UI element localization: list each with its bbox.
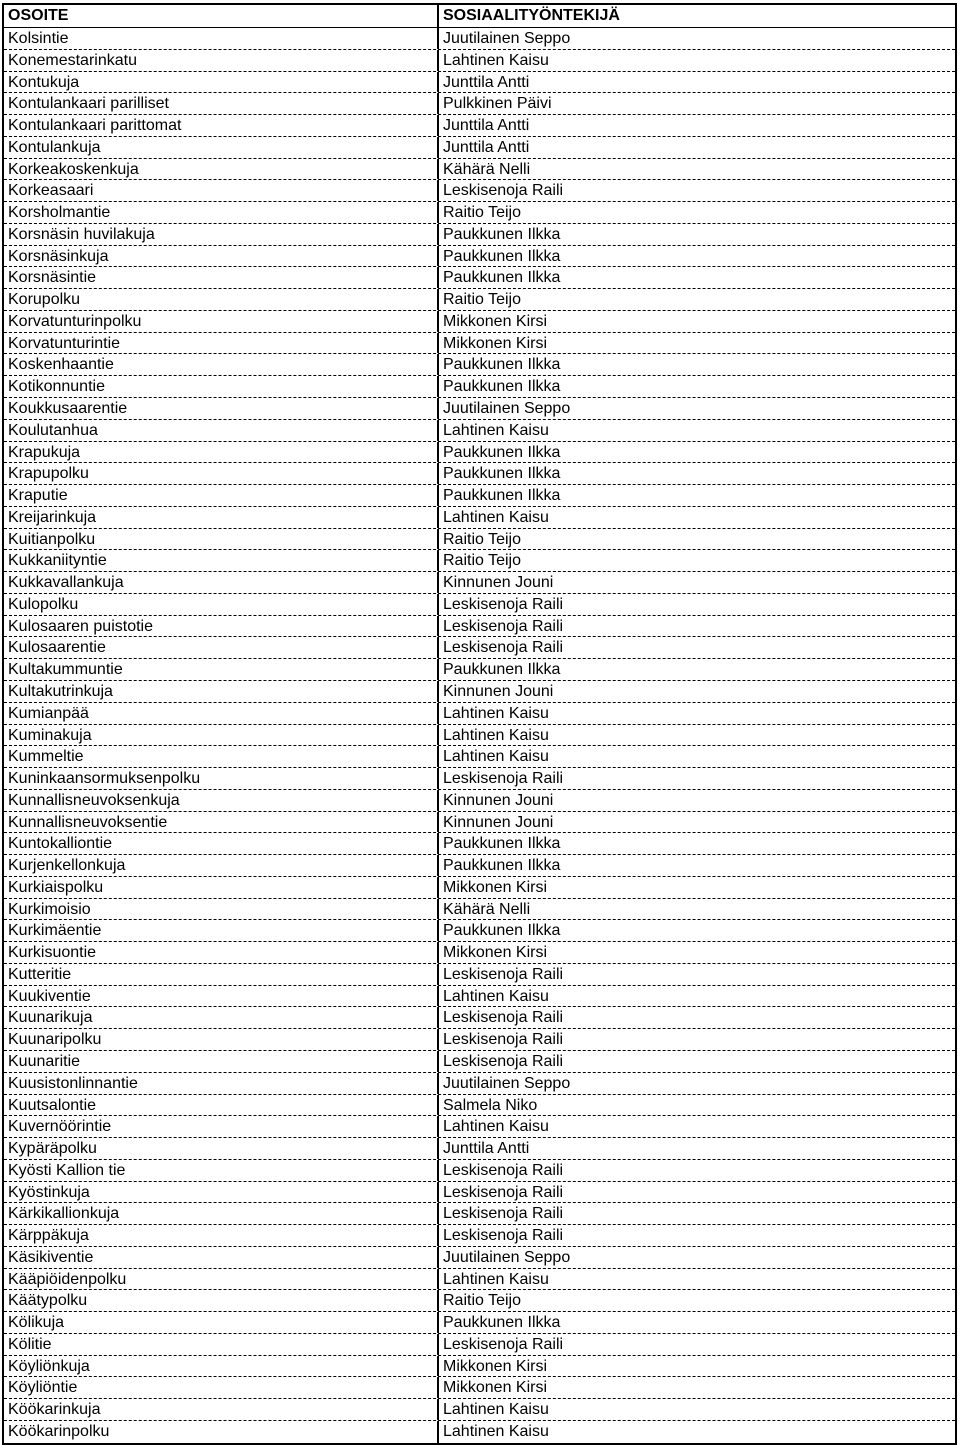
address-cell: Köökarinkuja — [4, 1399, 439, 1420]
worker-cell: Juutilainen Seppo — [443, 30, 571, 47]
address-cell: Kuitianpolku — [4, 529, 439, 550]
table-body — [4, 28, 955, 1443]
address-cell: Kontulankaari parilliset — [4, 93, 439, 114]
worker-cell: Junttila Antti — [443, 1140, 530, 1158]
worker-cell: Lahtinen Kaisu — [443, 508, 549, 526]
worker-cell: Lahtinen Kaisu — [443, 726, 549, 744]
worker-cell: Leskisenoja Raili — [443, 1335, 564, 1353]
address-cell: Kääpiöidenpolku — [4, 1269, 439, 1290]
address-column-header: OSOITE — [4, 5, 439, 27]
worker-cell: Paukkunen Ilkka — [443, 487, 561, 505]
address-cell: Kuminakuja — [4, 725, 439, 746]
address-cell: Kuunarikuja — [4, 1007, 439, 1028]
table-row — [4, 354, 955, 376]
address-cell: Kuninkaansormuksenpolku — [4, 768, 439, 789]
table-row — [4, 1095, 955, 1117]
worker-cell: Mikkonen Kirsi — [443, 1379, 548, 1397]
address-cell: Krapukuja — [4, 442, 439, 463]
table-row — [4, 1029, 955, 1051]
address-cell: Köyliöntie — [4, 1377, 439, 1398]
worker-cell: Junttila Antti — [443, 138, 530, 156]
worker-cell: Leskisenoja Raili — [443, 1227, 564, 1245]
worker-cell: Leskisenoja Raili — [443, 1009, 564, 1027]
table-row — [4, 1312, 955, 1334]
address-cell: Kukkavallankuja — [4, 572, 439, 593]
table-row — [4, 1116, 955, 1138]
address-cell: Kontulankaari parittomat — [4, 115, 439, 136]
address-cell: Koskenhaantie — [4, 354, 439, 375]
address-cell: Korkeasaari — [4, 180, 439, 201]
worker-cell: Raitio Teijo — [443, 1292, 521, 1310]
worker-cell: Leskisenoja Raili — [443, 1183, 564, 1201]
table-row — [4, 920, 955, 942]
table-row — [4, 725, 955, 747]
worker-cell: Leskisenoja Raili — [443, 595, 564, 613]
table-row — [4, 159, 955, 181]
table-row — [4, 72, 955, 94]
worker-cell: Kinnunen Jouni — [443, 813, 554, 831]
table-row — [4, 289, 955, 311]
worker-cell: Leskisenoja Raili — [443, 617, 564, 635]
address-cell: Kulosaaren puistotie — [4, 616, 439, 637]
table-row — [4, 1160, 955, 1182]
address-cell: Kutteritie — [4, 964, 439, 985]
table-row — [4, 1138, 955, 1160]
table-row — [4, 50, 955, 72]
table-row — [4, 246, 955, 268]
address-cell: Korsholmantie — [4, 202, 439, 223]
address-cell: Kraputie — [4, 485, 439, 506]
address-cell: Kultakummuntie — [4, 659, 439, 680]
table-row — [4, 942, 955, 964]
table-row — [4, 28, 955, 50]
worker-cell: Lahtinen Kaisu — [443, 987, 549, 1005]
worker-cell: Mikkonen Kirsi — [443, 1357, 548, 1375]
worker-cell: Juutilainen Seppo — [443, 1074, 571, 1092]
address-cell: Koukkusaarentie — [4, 398, 439, 419]
worker-cell: Leskisenoja Raili — [443, 1205, 564, 1223]
worker-cell: Mikkonen Kirsi — [443, 312, 548, 330]
address-cell: Köyliönkuja — [4, 1356, 439, 1377]
worker-cell: Paukkunen Ilkka — [443, 1314, 561, 1332]
address-cell: Köökarinpolku — [4, 1421, 439, 1443]
address-cell: Korupolku — [4, 289, 439, 310]
address-cell: Kuunaripolku — [4, 1029, 439, 1050]
address-cell: Kunnallisneuvoksenkuja — [4, 790, 439, 811]
address-cell: Korsnäsintie — [4, 267, 439, 288]
address-cell: Kuusistonlinnantie — [4, 1073, 439, 1094]
address-cell: Käsikiventie — [4, 1247, 439, 1268]
address-cell: Kyösti Kallion tie — [4, 1160, 439, 1181]
address-worker-table — [2, 3, 957, 1445]
worker-cell: Leskisenoja Raili — [443, 639, 564, 657]
worker-cell: Juutilainen Seppo — [443, 1248, 571, 1266]
table-row — [4, 812, 955, 834]
address-cell: Kärkikallionkuja — [4, 1203, 439, 1224]
table-row — [4, 442, 955, 464]
worker-cell: Paukkunen Ilkka — [443, 356, 561, 374]
address-cell: Kunnallisneuvoksentie — [4, 812, 439, 833]
table-row — [4, 1356, 955, 1378]
worker-cell: Junttila Antti — [443, 73, 530, 91]
address-cell: Kontukuja — [4, 72, 439, 93]
address-cell: Krapupolku — [4, 463, 439, 484]
address-cell: Kölitie — [4, 1334, 439, 1355]
table-row — [4, 681, 955, 703]
address-cell: Kuunaritie — [4, 1051, 439, 1072]
address-cell: Kölikuja — [4, 1312, 439, 1333]
address-cell: Kurjenkellonkuja — [4, 855, 439, 876]
table-row — [4, 899, 955, 921]
worker-cell: Lahtinen Kaisu — [443, 1270, 549, 1288]
address-cell: Konemestarinkatu — [4, 50, 439, 71]
worker-cell: Leskisenoja Raili — [443, 1031, 564, 1049]
table-row — [4, 746, 955, 768]
table-row — [4, 1073, 955, 1095]
address-cell: Korkeakoskenkuja — [4, 159, 439, 180]
worker-cell: Paukkunen Ilkka — [443, 465, 561, 483]
worker-cell: Kähärä Nelli — [443, 160, 531, 178]
worker-cell: Kähärä Nelli — [443, 900, 531, 918]
worker-cell: Paukkunen Ilkka — [443, 661, 561, 679]
address-cell: Kulosaarentie — [4, 637, 439, 658]
table-row — [4, 703, 955, 725]
header-row — [4, 5, 955, 28]
address-cell: Kulopolku — [4, 594, 439, 615]
worker-cell: Kinnunen Jouni — [443, 682, 554, 700]
worker-column-header: SOSIAALITYÖNTEKIJÄ — [443, 7, 620, 24]
worker-cell: Paukkunen Ilkka — [443, 857, 561, 875]
worker-cell: Paukkunen Ilkka — [443, 443, 561, 461]
table-row — [4, 790, 955, 812]
address-cell: Kreijarinkuja — [4, 507, 439, 528]
table-row — [4, 1269, 955, 1291]
address-cell: Kolsintie — [4, 28, 439, 49]
table-row — [4, 964, 955, 986]
table-row — [4, 507, 955, 529]
table-row — [4, 398, 955, 420]
worker-cell: Lahtinen Kaisu — [443, 1401, 549, 1419]
table-row — [4, 224, 955, 246]
address-cell: Kultakutrinkuja — [4, 681, 439, 702]
worker-cell: Raitio Teijo — [443, 291, 521, 309]
table-row — [4, 1377, 955, 1399]
worker-cell: Lahtinen Kaisu — [443, 51, 549, 69]
address-cell: Kypäräpolku — [4, 1138, 439, 1159]
address-cell: Korvatunturintie — [4, 333, 439, 354]
address-cell: Kontulankuja — [4, 137, 439, 158]
table-row — [4, 1007, 955, 1029]
table-row — [4, 1247, 955, 1269]
worker-cell: Juutilainen Seppo — [443, 400, 571, 418]
address-cell: Kuntokalliontie — [4, 833, 439, 854]
worker-cell: Lahtinen Kaisu — [443, 1423, 549, 1440]
worker-cell: Paukkunen Ilkka — [443, 225, 561, 243]
address-cell: Kyöstinkuja — [4, 1182, 439, 1203]
table-row — [4, 768, 955, 790]
table-row — [4, 986, 955, 1008]
table-row — [4, 93, 955, 115]
table-row — [4, 267, 955, 289]
table-row — [4, 376, 955, 398]
table-row — [4, 572, 955, 594]
address-cell: Kurkisuontie — [4, 942, 439, 963]
address-cell: Kurkimoisio — [4, 899, 439, 920]
worker-cell: Paukkunen Ilkka — [443, 247, 561, 265]
address-cell: Kärppäkuja — [4, 1225, 439, 1246]
table-row — [4, 311, 955, 333]
table-row — [4, 616, 955, 638]
address-cell: Kuukiventie — [4, 986, 439, 1007]
table-row — [4, 1399, 955, 1421]
worker-cell: Leskisenoja Raili — [443, 965, 564, 983]
address-cell: Kumianpää — [4, 703, 439, 724]
table-row — [4, 659, 955, 681]
worker-cell: Paukkunen Ilkka — [443, 835, 561, 853]
table-row — [4, 137, 955, 159]
table-row — [4, 1182, 955, 1204]
table-row — [4, 115, 955, 137]
table-row — [4, 333, 955, 355]
table-row — [4, 529, 955, 551]
table-row — [4, 1290, 955, 1312]
worker-cell: Lahtinen Kaisu — [443, 421, 549, 439]
worker-cell: Mikkonen Kirsi — [443, 944, 548, 962]
table-row — [4, 550, 955, 572]
worker-cell: Kinnunen Jouni — [443, 791, 554, 809]
table-row — [4, 420, 955, 442]
worker-cell: Salmela Niko — [443, 1096, 538, 1114]
table-row — [4, 463, 955, 485]
address-cell: Kurkiaispolku — [4, 877, 439, 898]
worker-cell: Lahtinen Kaisu — [443, 704, 549, 722]
address-cell: Kurkimäentie — [4, 920, 439, 941]
address-cell: Kukkaniityntie — [4, 550, 439, 571]
worker-cell: Lahtinen Kaisu — [443, 1118, 549, 1136]
table-row — [4, 637, 955, 659]
worker-cell: Paukkunen Ilkka — [443, 922, 561, 940]
address-cell: Kuvernöörintie — [4, 1116, 439, 1137]
worker-cell: Paukkunen Ilkka — [443, 378, 561, 396]
worker-cell: Raitio Teijo — [443, 530, 521, 548]
table-row — [4, 1051, 955, 1073]
address-cell: Korvatunturinpolku — [4, 311, 439, 332]
address-cell: Kuutsalontie — [4, 1095, 439, 1116]
table-row — [4, 1421, 955, 1443]
worker-cell: Mikkonen Kirsi — [443, 878, 548, 896]
address-cell: Korsnäsinkuja — [4, 246, 439, 267]
worker-cell: Leskisenoja Raili — [443, 1052, 564, 1070]
worker-cell: Mikkonen Kirsi — [443, 334, 548, 352]
worker-cell: Paukkunen Ilkka — [443, 269, 561, 287]
table-row — [4, 833, 955, 855]
worker-cell: Leskisenoja Raili — [443, 1161, 564, 1179]
table-row — [4, 1203, 955, 1225]
worker-cell: Pulkkinen Päivi — [443, 95, 552, 113]
table-row — [4, 485, 955, 507]
table-row — [4, 1334, 955, 1356]
worker-cell: Leskisenoja Raili — [443, 182, 564, 200]
table-row — [4, 877, 955, 899]
table-row — [4, 1225, 955, 1247]
table-row — [4, 202, 955, 224]
table-row — [4, 594, 955, 616]
address-cell: Korsnäsin huvilakuja — [4, 224, 439, 245]
address-cell: Koulutanhua — [4, 420, 439, 441]
worker-cell: Raitio Teijo — [443, 552, 521, 570]
worker-cell: Raitio Teijo — [443, 204, 521, 222]
table-row — [4, 855, 955, 877]
table-row — [4, 180, 955, 202]
worker-cell: Junttila Antti — [443, 117, 530, 135]
address-cell: Kotikonnuntie — [4, 376, 439, 397]
address-cell: Kummeltie — [4, 746, 439, 767]
worker-cell: Lahtinen Kaisu — [443, 748, 549, 766]
address-cell: Käätypolku — [4, 1290, 439, 1311]
worker-cell: Leskisenoja Raili — [443, 770, 564, 788]
worker-cell: Kinnunen Jouni — [443, 574, 554, 592]
